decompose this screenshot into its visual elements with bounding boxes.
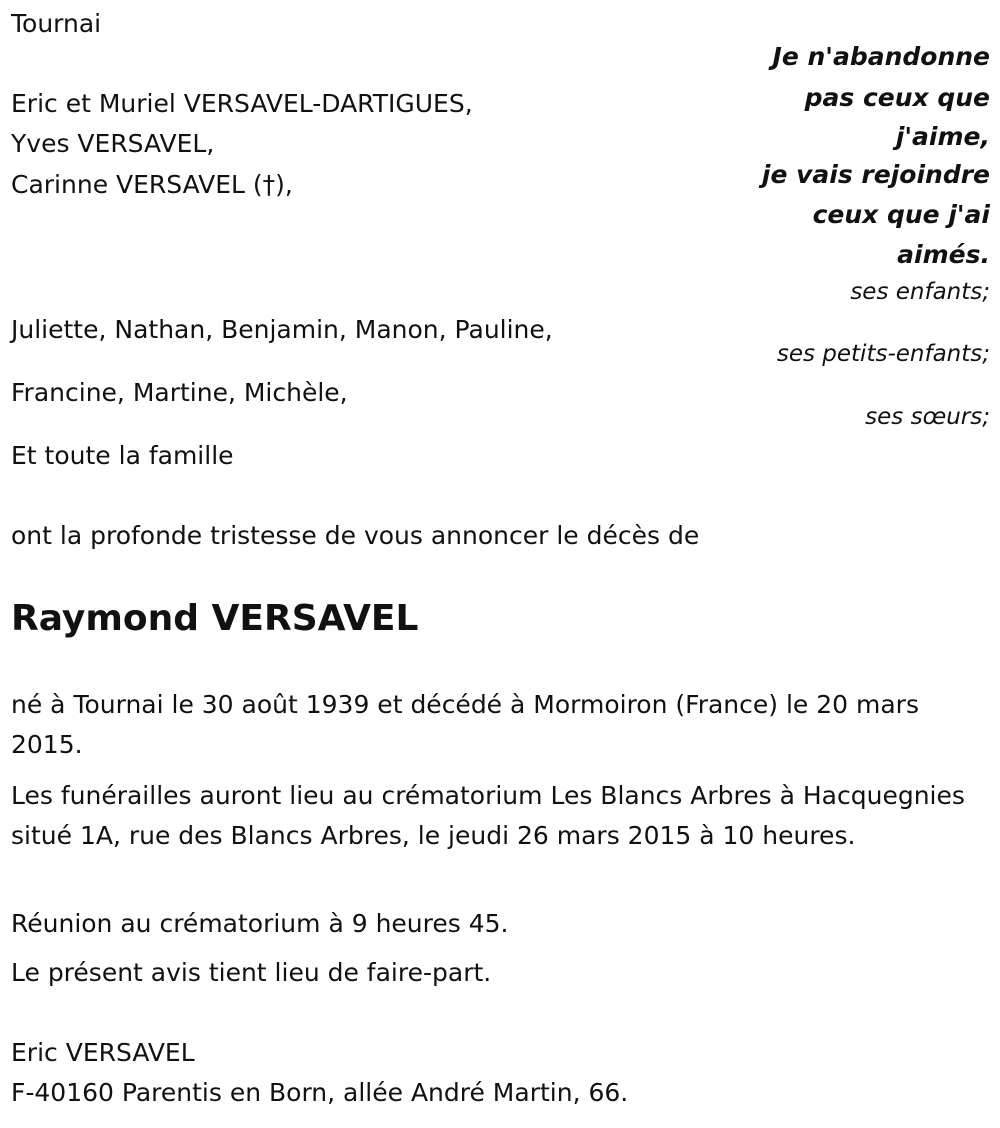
- birth-death-paragraph: né à Tournai le 30 août 1939 et décédé à Mormoiron (France) le 20 mars 2015.: [11, 690, 919, 759]
- quote-line-1: Je n'abandonne: [772, 42, 990, 71]
- child-line-3: Carinne VERSAVEL (†),: [11, 170, 293, 199]
- quote-line-6: aimés.: [897, 240, 990, 269]
- child-line-1: Eric et Muriel VERSAVEL-DARTIGUES,: [11, 89, 473, 118]
- children-role: ses enfants;: [850, 279, 990, 305]
- contact-name: Eric VERSAVEL: [11, 1038, 195, 1067]
- sisters-role: ses sœurs;: [865, 404, 990, 430]
- contact-address: F-40160 Parentis en Born, allée André Martin, 66.: [11, 1078, 629, 1107]
- meeting-paragraph: Réunion au crématorium à 9 heures 45.: [11, 909, 509, 938]
- quote-line-2: pas ceux que: [804, 83, 990, 112]
- child-line-2: Yves VERSAVEL,: [11, 129, 215, 158]
- place-heading: Tournai: [11, 9, 102, 38]
- announcement-line: ont la profonde tristesse de vous annoncer le décès de: [11, 521, 700, 550]
- deceased-name: Raymond VERSAVEL: [11, 598, 419, 639]
- quote-line-5: ceux que j'ai: [812, 200, 990, 229]
- family-rest-line: Et toute la famille: [11, 441, 234, 470]
- notice-paragraph: Le présent avis tient lieu de faire-part.: [11, 958, 492, 987]
- quote-line-4: je vais rejoindre: [761, 160, 990, 189]
- sisters-line: Francine, Martine, Michèle,: [11, 378, 348, 407]
- grandchildren-role: ses petits-enfants;: [776, 341, 990, 367]
- grandchildren-line: Juliette, Nathan, Benjamin, Manon, Pauline,: [11, 315, 553, 344]
- funeral-paragraph: Les funérailles auront lieu au crématorium Les Blancs Arbres à Hacquegnies situé 1A, rue des Blancs Arbres, le jeudi 26 mars 2015 à 10 heures.: [11, 781, 965, 850]
- quote-line-3: j'aime,: [895, 122, 990, 151]
